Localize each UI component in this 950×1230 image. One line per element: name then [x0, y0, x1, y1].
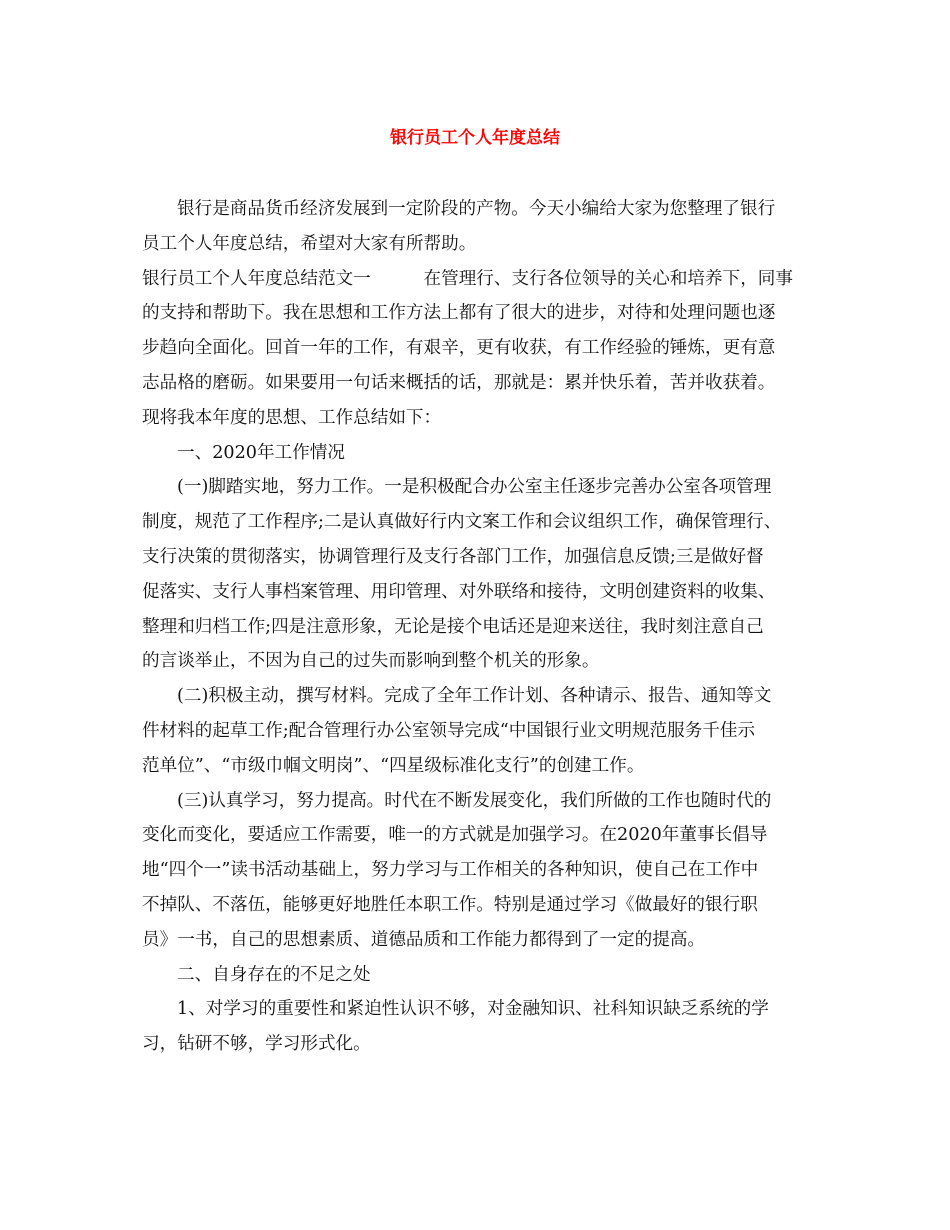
text-line: (二)积极主动，撰写材料。完成了全年工作计划、各种请示、报告、通知等文	[177, 686, 772, 707]
text-line: 银行员工个人年度总结范文一 在管理行、支行各位领导的关心和培养下，同事	[142, 268, 793, 289]
text-line: 促落实、支行人事档案管理、用印管理、对外联络和接待，文明创建资料的收集、	[142, 581, 776, 602]
text-line: (三)认真学习，努力提高。时代在不断发展变化，我们所做的工作也随时代的	[177, 790, 772, 811]
text-line: 地“四个一”读书活动基础上，努力学习与工作相关的各种知识，使自己在工作中	[142, 860, 759, 881]
text-line: 不掉队、不落伍，能够更好地胜任本职工作。特别是通过学习《做最好的银行职	[142, 894, 758, 915]
text-line: 1、对学习的重要性和紧迫性认识不够，对金融知识、社科知识缺乏系统的学	[177, 999, 769, 1020]
text-line: 现将我本年度的思想、工作总结如下：	[142, 407, 442, 428]
text-line: 整理和归档工作;四是注意形象，无论是接个电话还是迎来送往，我时刻注意自己	[142, 616, 764, 637]
text-line: 步趋向全面化。回首一年的工作，有艰辛，更有收获，有工作经验的锤炼，更有意	[142, 338, 776, 359]
text-line: 的支持和帮助下。我在思想和工作方法上都有了很大的进步，对待和处理问题也逐	[142, 303, 776, 324]
text-line: 的言谈举止，不因为自己的过失而影响到整个机关的形象。	[142, 651, 600, 672]
text-line: 支行决策的贯彻落实，协调管理行及支行各部门工作，加强信息反馈;三是做好督	[142, 546, 764, 567]
text-line: 件材料的起草工作;配合管理行办公室领导完成“中国银行业文明规范服务千佳示	[142, 720, 756, 741]
text-line: 习，钻研不够，学习形式化。	[142, 1034, 371, 1055]
text-line: 员》一书，自己的思想素质、道德品质和工作能力都得到了一定的提高。	[142, 929, 706, 950]
text-line: 员工个人年度总结，希望对大家有所帮助。	[142, 233, 477, 254]
text-line: (一)脚踏实地，努力工作。一是积极配合办公室主任逐步完善办公室各项管理	[177, 477, 772, 498]
text-line: 变化而变化，要适应工作需要，唯一的方式就是加强学习。在2020年董事长倡导	[142, 825, 768, 846]
document-title: 银行员工个人年度总结	[390, 128, 560, 148]
document-body	[142, 192, 812, 1062]
text-line: 范单位”、“市级巾帼文明岗”、“四星级标准化支行”的创建工作。	[142, 755, 645, 776]
text-line: 制度，规范了工作程序;二是认真做好行内文案工作和会议组织工作，确保管理行、	[142, 512, 782, 533]
text-line: 银行是商品货币经济发展到一定阶段的产物。今天小编给大家为您整理了银行	[177, 199, 776, 219]
section-heading: 一、2020年工作情况	[177, 442, 345, 463]
text-line: 志品格的磨砺。如果要用一句话来概括的话，那就是：累并快乐着，苦并收获着。	[142, 372, 776, 393]
section-heading: 二、自身存在的不足之处	[177, 964, 371, 985]
